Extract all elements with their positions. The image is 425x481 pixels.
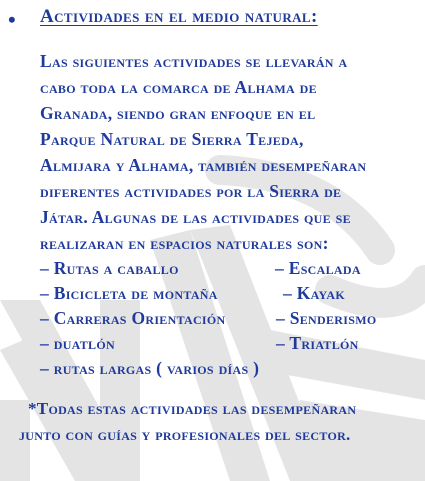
activity-item: – duatlón: [40, 333, 115, 353]
activity-item: – Bicicleta de montaña: [40, 283, 218, 303]
activity-item: – rutas largas ( varios días ): [40, 358, 260, 378]
activity-item: – Escalada: [275, 258, 361, 278]
closing-note-line: *Todas estas actividades las desempeñaran: [28, 399, 357, 418]
paragraph-line: cabo toda la comarca de Alhama de: [40, 77, 317, 97]
activity-item: – Carreras Orientación: [40, 308, 226, 328]
activity-item: – Senderismo: [276, 308, 377, 328]
paragraph-line: Las siguientes actividades se llevarán a: [40, 51, 348, 71]
paragraph-line: realizaran en espacios naturales son:: [40, 233, 329, 253]
paragraph-line: Parque Natural de Sierra Tejeda,: [40, 129, 304, 149]
activity-item: – Kayak: [283, 283, 345, 303]
activity-item: – Triatlón: [276, 333, 359, 353]
bullet-icon: •: [8, 7, 16, 32]
paragraph-line: Játar. Algunas de las actividades que se: [40, 207, 351, 227]
section-heading: Actividades en el medio natural:: [40, 6, 318, 27]
paragraph-line: Almijara y Alhama, también desempeñaran: [40, 155, 367, 175]
closing-note-line: junto con guías y profesionales del sector.: [19, 425, 351, 444]
paragraph-line: diferentes actividades por la Sierra de: [40, 181, 342, 201]
paragraph-line: Granada, siendo gran enfoque en el: [40, 103, 316, 123]
activity-item: – Rutas a caballo: [40, 258, 179, 278]
